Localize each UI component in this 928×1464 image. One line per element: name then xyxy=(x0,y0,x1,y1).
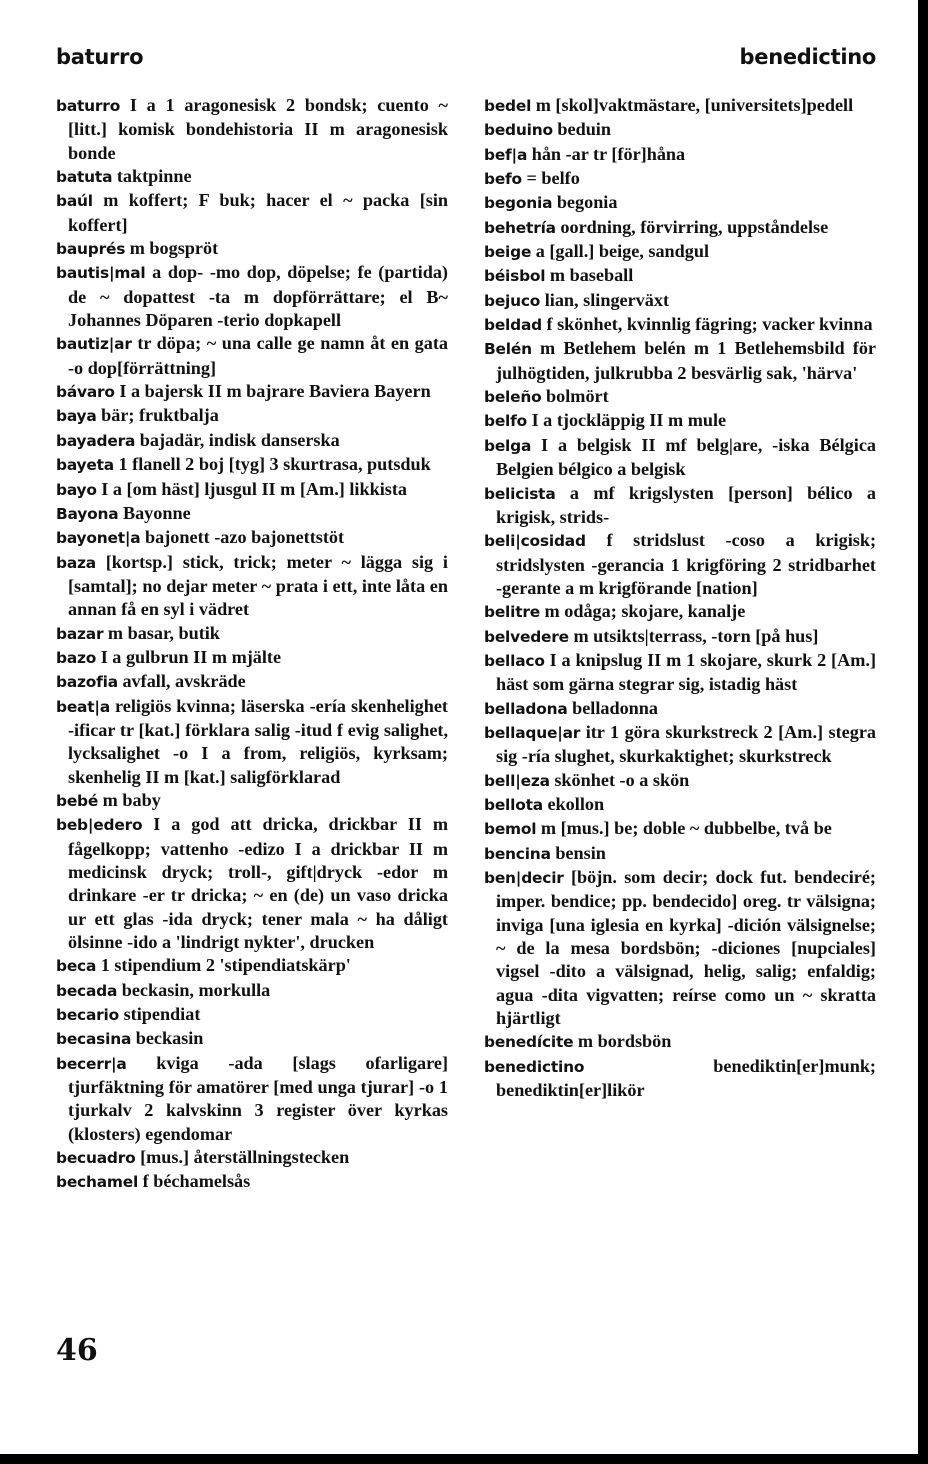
entry-definition: I a knipslug II m 1 skojare, skurk 2 [Am.] häst som gärna stegrar sig, istadig häst xyxy=(496,649,876,695)
entry-headword: baturro xyxy=(56,97,121,115)
entry-definition: [kortsp.] stick, trick; meter ~ lägga sig i [samtal]; no dejar meter ~ prata i ett, inte låta en annan få en syl i vädret xyxy=(68,551,448,620)
entry-definition: 1 flanell 2 boj [tyg] 3 skurtrasa, putsduk xyxy=(118,454,431,475)
entry-headword: bellaque|ar xyxy=(484,723,581,742)
entry-headword: beca xyxy=(56,957,97,976)
dictionary-entry xyxy=(56,453,448,477)
entry-definition: bolmört xyxy=(546,386,609,407)
entry-headword: Bayona xyxy=(56,504,119,523)
dictionary-entry xyxy=(56,332,448,380)
entry-definition: bajadär, indisk danserska xyxy=(139,429,340,450)
dictionary-entry xyxy=(56,622,448,646)
entry-definition: taktpinne xyxy=(116,166,192,187)
dictionary-entry xyxy=(484,697,876,721)
entry-headword: batuta xyxy=(56,168,113,187)
dictionary-entry xyxy=(484,866,876,1030)
right-column xyxy=(484,94,876,1102)
entry-headword: bedel xyxy=(484,97,532,115)
dictionary-entry xyxy=(56,526,448,550)
dictionary-entry xyxy=(56,404,448,428)
dictionary-entry xyxy=(484,385,876,409)
dictionary-entry xyxy=(484,1055,876,1103)
entry-definition: a [gall.] beige, sandgul xyxy=(535,241,710,262)
entry-headword: Belén xyxy=(484,340,532,359)
entry-headword: belitre xyxy=(484,603,540,622)
entry-definition: religiös kvinna; läserska -ería skenhelighet -ificar tr [kat.] förklara salig -itud f evig salighet, lycksalighet -o I a from, religiös, kyrksam; skenhelig II m [kat.] saligförklarad xyxy=(68,695,448,787)
entry-definition: I a god att dricka, drickbar II m fågelkopp; vattenho -edizo I a drickbar II m medicinsk dryck; troll-, gift|dryck -edor m drinkare -er tr dricka; ~ en (de) un vaso dricka ur ett glas -ida dryck; tener mala ~ ha dåligt ölsinne -ido a 'lindrigt nykter', drucken xyxy=(68,814,449,953)
entry-headword: bayonet|a xyxy=(56,529,141,548)
entry-definition: m bordsbön xyxy=(577,1031,672,1052)
entry-definition: Bayonne xyxy=(122,502,191,523)
entry-headword: baya xyxy=(56,407,97,426)
entry-definition: m utsikts|terrass, -torn [på hus] xyxy=(573,625,819,646)
dictionary-entry xyxy=(484,529,876,600)
entry-definition: = belfo xyxy=(526,168,580,189)
dictionary-entry xyxy=(484,769,876,793)
entry-definition: m odåga; skojare, kanalje xyxy=(544,601,746,622)
entry-headword: becasina xyxy=(56,1030,132,1049)
entry-headword: beleño xyxy=(484,388,542,407)
dictionary-entry xyxy=(484,1030,876,1054)
entry-headword: bayeta xyxy=(56,456,114,475)
entry-definition: bär; fruktbalja xyxy=(101,405,219,426)
dictionary-entry xyxy=(56,502,448,526)
dictionary-entry xyxy=(56,478,448,502)
dictionary-entry xyxy=(484,482,876,530)
entry-definition: beckasin, morkulla xyxy=(121,979,271,1000)
entry-headword: bejuco xyxy=(484,291,541,310)
entry-definition: bensin xyxy=(555,842,606,863)
dictionary-entry xyxy=(484,649,876,697)
dictionary-entry xyxy=(56,979,448,1003)
dictionary-entry xyxy=(56,954,448,978)
entry-definition: m baseball xyxy=(549,265,634,286)
dictionary-entry xyxy=(484,143,876,167)
dictionary-entry xyxy=(56,813,448,954)
entry-definition: hån -ar tr [för]håna xyxy=(531,143,686,164)
entry-definition: bajonett -azo bajonettstöt xyxy=(145,527,345,548)
entry-definition: ekollon xyxy=(547,793,605,814)
dictionary-entry xyxy=(56,1027,448,1051)
entry-definition: 1 stipendium 2 'stipendiatskärp' xyxy=(100,955,351,976)
dictionary-entry xyxy=(56,165,448,189)
dictionary-entry xyxy=(484,721,876,769)
dictionary-entry xyxy=(56,1170,448,1194)
dictionary-entry xyxy=(484,842,876,866)
left-guide-word: baturro xyxy=(56,45,144,69)
entry-headword: beat|a xyxy=(56,697,111,716)
entry-headword: bazo xyxy=(56,648,97,667)
dictionary-entry xyxy=(484,817,876,841)
entry-definition: m bogspröt xyxy=(129,238,219,259)
right-guide-word: benedictino xyxy=(739,45,876,69)
entry-headword: bellaco xyxy=(484,651,545,670)
entry-headword: behetría xyxy=(484,218,556,237)
dictionary-entry xyxy=(484,240,876,264)
entry-definition: f stridslust -coso a krigisk; stridslysten -gerancia 1 krigföring 2 stridbarhet -gerante a m krigförande [nation] xyxy=(496,530,876,598)
entry-headword: benedícite xyxy=(484,1033,574,1052)
entry-definition: m koffert; F buk; hacer el ~ packa [sin koffert] xyxy=(68,190,449,235)
entry-definition: I a [om häst] ljusgul II m [Am.] likkista xyxy=(101,478,407,499)
dictionary-entry xyxy=(484,793,876,817)
left-column xyxy=(56,94,448,1195)
entry-definition: stipendiat xyxy=(123,1004,201,1025)
dictionary-entry xyxy=(56,1146,448,1170)
entry-definition: a mf krigslysten [person] bélico a krigisk, strids- xyxy=(496,482,877,527)
dictionary-entry xyxy=(484,289,876,313)
entry-headword: beige xyxy=(484,243,532,262)
dictionary-entry xyxy=(484,625,876,649)
entry-definition: oordning, förvirring, uppståndelse xyxy=(560,216,829,237)
entry-definition: a dop- -mo dop, döpelse; fe (partida) de ~ dopattest -ta m dopförrättare; el B~ Johannes Döparen -terio dopkapell xyxy=(68,262,448,331)
dictionary-entry xyxy=(484,313,876,337)
entry-definition: f skönhet, kvinnlig fägring; vacker kvinna xyxy=(546,314,873,335)
entry-headword: beldad xyxy=(484,316,542,335)
entry-headword: belladona xyxy=(484,699,568,718)
entry-headword: bayo xyxy=(56,480,97,499)
entry-headword: bazar xyxy=(56,624,104,643)
dictionary-entry xyxy=(484,337,876,385)
entry-definition: beduin xyxy=(557,119,611,140)
entry-headword: bautis|mal xyxy=(56,264,146,283)
entry-definition: I a tjockläppig II m mule xyxy=(531,410,727,431)
entry-headword: bencina xyxy=(484,844,551,863)
entry-headword: bebé xyxy=(56,791,99,810)
dictionary-entry xyxy=(56,1052,448,1146)
entry-definition: I a 1 aragonesisk 2 bondsk; cuento ~ [litt.] komisk bondehistoria II m aragonesisk bonde xyxy=(68,95,448,163)
entry-headword: beb|edero xyxy=(56,816,143,835)
dictionary-entry xyxy=(56,189,448,237)
entry-definition: begonia xyxy=(556,192,618,213)
dictionary-entry xyxy=(484,191,876,215)
entry-definition: itr 1 göra skurkstreck 2 [Am.] stegra sig -ría slughet, skurkaktighet; skurkstreck xyxy=(496,721,876,767)
entry-headword: bautiz|ar xyxy=(56,335,132,354)
entry-headword: belfo xyxy=(484,412,528,431)
entry-definition: I a belgisk II mf belg|are, -iska Bélgica Belgien bélgico a belgisk xyxy=(496,434,876,480)
entry-definition: I a bajersk II m bajrare Baviera Bayern xyxy=(119,381,431,402)
dictionary-entry xyxy=(56,670,448,694)
dictionary-entry xyxy=(484,264,876,288)
entry-definition: f béchamelsås xyxy=(142,1171,251,1192)
dictionary-entry xyxy=(56,380,448,404)
entry-definition: [böjn. som decir; dock fut. bendeciré; imper. bendice; pp. bendecido] oreg. tr välsigna; inviga [una iglesia en kyrka] -dición välsignelse; ~ de la mesa bordsbön; -diciones [nupciales] vigsel -dito a välsignad, helig, salig; enfaldig; agua -dita vigvatten; reírse como un ~ skratta hjärtligt xyxy=(496,867,876,1029)
entry-definition: tr döpa; ~ una calle ge namn åt en gata -o dop[förrättning] xyxy=(68,333,449,378)
entry-headword: baúl xyxy=(56,192,93,211)
entry-definition: belladonna xyxy=(572,697,658,718)
entry-definition: m [mus.] be; doble ~ dubbelbe, två be xyxy=(540,818,832,839)
entry-headword: bauprés xyxy=(56,240,126,259)
dictionary-entry xyxy=(484,409,876,433)
page-number: 46 xyxy=(56,1333,98,1368)
entry-definition: lian, slingerväxt xyxy=(544,289,670,310)
entry-headword: belvedere xyxy=(484,627,569,646)
dictionary-entry xyxy=(56,646,448,670)
dictionary-entry xyxy=(56,1003,448,1027)
entry-headword: becario xyxy=(56,1006,120,1025)
dictionary-entry xyxy=(56,261,448,332)
entry-headword: begonia xyxy=(484,194,553,213)
entry-headword: bef|a xyxy=(484,145,528,164)
dictionary-entry xyxy=(484,167,876,191)
entry-headword: bayadera xyxy=(56,431,136,450)
entry-definition: kviga -ada [slags ofarligare] tjurfäktning för amatörer [med unga tjurar] -o 1 tjurkalv 2 kalvskinn 3 register över kyrkas (klosters) egendomar xyxy=(68,1052,449,1144)
entry-headword: beli|cosidad xyxy=(484,532,586,551)
dictionary-entry xyxy=(484,118,876,142)
entry-definition: beckasin xyxy=(135,1028,204,1049)
dictionary-entry xyxy=(484,94,876,118)
entry-headword: bemol xyxy=(484,820,537,839)
entry-definition: avfall, avskräde xyxy=(122,671,246,692)
entry-headword: bell|eza xyxy=(484,771,550,790)
entry-headword: béisbol xyxy=(484,267,546,286)
entry-headword: belga xyxy=(484,436,532,455)
entry-headword: ben|decir xyxy=(484,869,564,887)
entry-definition: [mus.] återställningstecken xyxy=(140,1147,350,1168)
entry-headword: baza xyxy=(56,553,96,572)
dictionary-entry xyxy=(56,551,448,622)
entry-headword: becada xyxy=(56,981,118,1000)
dictionary-entry xyxy=(56,94,448,165)
entry-definition: m basar, butik xyxy=(107,622,220,643)
entry-headword: beduino xyxy=(484,121,553,140)
entry-definition: m baby xyxy=(102,789,161,810)
dictionary-entry xyxy=(56,429,448,453)
dictionary-entry xyxy=(484,600,876,624)
dictionary-entry xyxy=(56,695,448,789)
entry-headword: bazofia xyxy=(56,673,118,692)
entry-definition: skönhet -o a skön xyxy=(554,769,690,790)
entry-headword: befo xyxy=(484,170,522,189)
entry-headword: bellota xyxy=(484,795,543,814)
dictionary-entry xyxy=(56,237,448,261)
entry-definition: I a gulbrun II m mjälte xyxy=(100,646,282,667)
dictionary-entry xyxy=(56,789,448,813)
dictionary-entry xyxy=(484,434,876,482)
entry-headword: becerr|a xyxy=(56,1054,127,1073)
entry-definition: m Betlehem belén m 1 Betlehemsbild för julhögtiden, julkrubba 2 besvärlig sak, 'härva' xyxy=(496,338,877,383)
entry-headword: bechamel xyxy=(56,1173,139,1192)
entry-headword: belicista xyxy=(484,484,556,503)
entry-headword: benedictino xyxy=(484,1057,585,1076)
entry-definition: benediktin[er]munk; benediktin[er]likör xyxy=(496,1055,876,1101)
entry-headword: bávaro xyxy=(56,383,115,402)
entry-definition: m [skol]vaktmästare, [universitets]pedell xyxy=(535,95,854,115)
entry-headword: becuadro xyxy=(56,1149,136,1168)
dictionary-entry xyxy=(484,216,876,240)
